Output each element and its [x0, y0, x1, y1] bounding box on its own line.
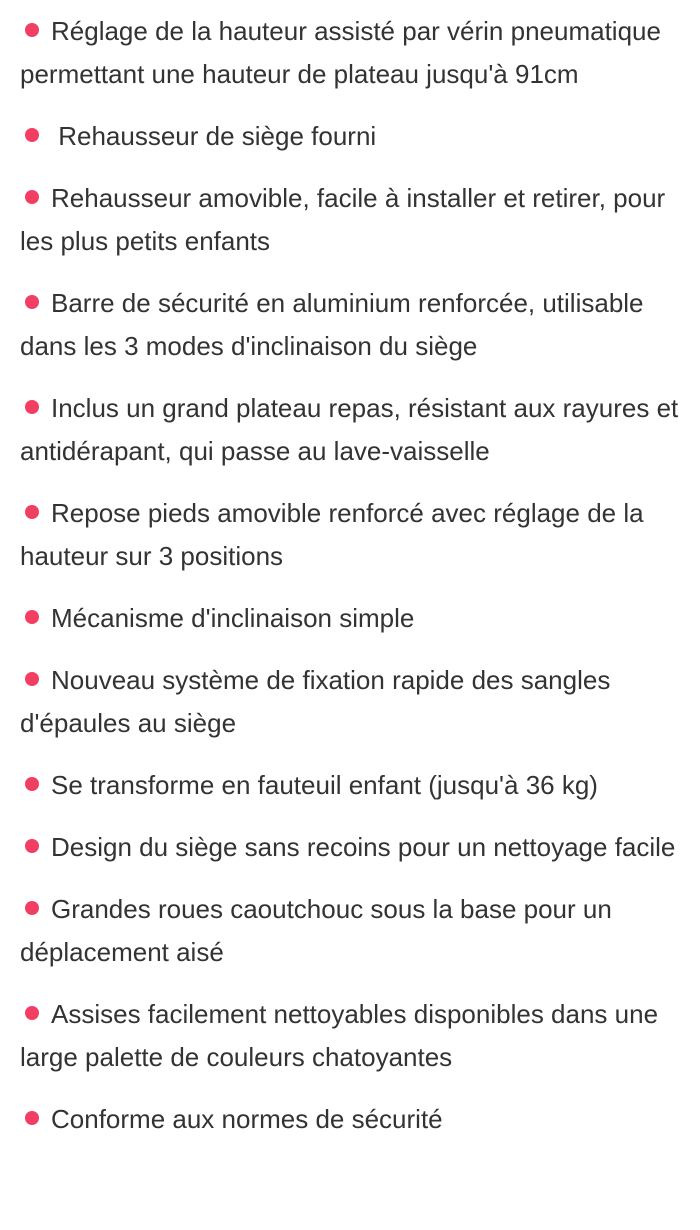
bullet-icon	[25, 505, 39, 519]
feature-item	[20, 888, 680, 974]
feature-text: Barre de sécurité en aluminium renforcée, utilisable dans les 3 modes d'inclinaison du siège	[20, 288, 651, 361]
feature-item	[20, 659, 680, 745]
feature-item	[20, 826, 680, 869]
bullet-icon	[25, 901, 39, 915]
feature-text: Assises facilement nettoyables disponibles dans une large palette de couleurs chatoyantes	[20, 999, 666, 1072]
bullet-icon	[25, 610, 39, 624]
feature-item	[20, 387, 686, 473]
bullet-icon	[25, 190, 39, 204]
feature-item	[20, 10, 680, 96]
feature-text: Rehausseur de siège fourni	[51, 121, 377, 151]
feature-text: Conforme aux normes de sécurité	[51, 1104, 443, 1134]
feature-item	[20, 115, 680, 158]
bullet-icon	[25, 672, 39, 686]
bullet-icon	[25, 777, 39, 791]
feature-text: Nouveau système de fixation rapide des sangles d'épaules au siège	[20, 665, 618, 738]
feature-text: Rehausseur amovible, facile à installer et retirer, pour les plus petits enfants	[20, 183, 673, 256]
bullet-icon	[25, 1006, 39, 1020]
feature-item	[20, 282, 680, 368]
feature-text: Mécanisme d'inclinaison simple	[51, 603, 415, 633]
feature-text: Repose pieds amovible renforcé avec réglage de la hauteur sur 3 positions	[20, 498, 651, 571]
feature-item	[20, 764, 680, 807]
feature-text: Design du siège sans recoins pour un nettoyage facile	[51, 832, 676, 862]
feature-text: Se transforme en fauteuil enfant (jusqu'à 36 kg)	[51, 770, 598, 800]
feature-text: Grandes roues caoutchouc sous la base pour un déplacement aisé	[20, 894, 620, 967]
feature-item	[20, 597, 680, 640]
bullet-icon	[25, 23, 39, 37]
feature-item	[20, 177, 680, 263]
bullet-icon	[25, 400, 39, 414]
bullet-icon	[25, 1111, 39, 1125]
feature-text: Inclus un grand plateau repas, résistant aux rayures et antidérapant, qui passe au lave-vaisselle	[20, 393, 686, 466]
bullet-icon	[25, 128, 39, 142]
bullet-icon	[25, 295, 39, 309]
feature-item	[20, 492, 680, 578]
feature-text: Réglage de la hauteur assisté par vérin pneumatique permettant une hauteur de plateau jusqu'à 91cm	[20, 16, 669, 89]
feature-item	[20, 1098, 680, 1141]
bullet-icon	[25, 839, 39, 853]
feature-item	[20, 993, 680, 1079]
